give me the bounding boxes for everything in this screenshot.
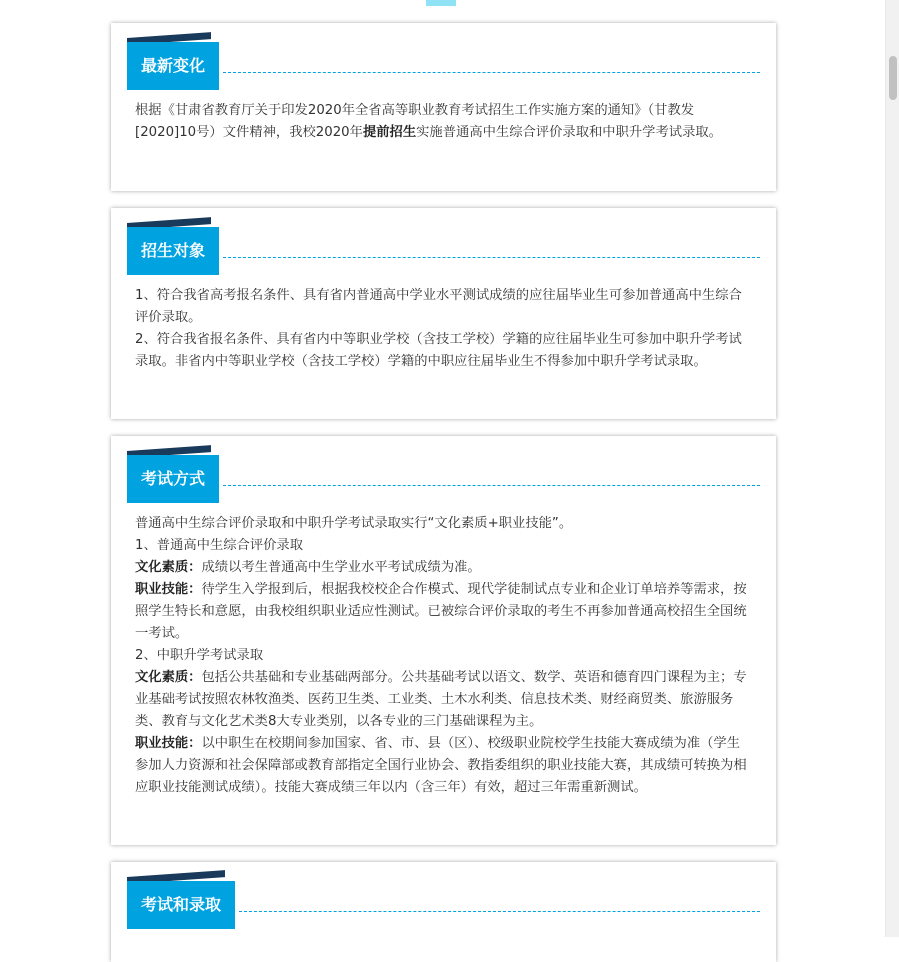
bold-label: 职业技能： (135, 736, 202, 751)
section-exam-method (111, 436, 776, 845)
top-tab-indicator (426, 0, 456, 6)
header-dashed-rule (223, 257, 760, 258)
body-paragraph: 1、符合我省高考报名条件、具有省内普通高中学业水平测试成绩的应往届毕业生可参加普通高中生综合评价录取。 (135, 288, 742, 325)
section-exam-admission (111, 862, 776, 962)
text-span: 待学生入学报到后，根据我校校企合作模式、现代学徒制试点专业和企业订单培养等需求，按照学生特长和意愿，由我校组织职业适应性测试。已被综合评价录取的考生不再参加普通高校招生全国统一考试。 (135, 582, 747, 641)
section-body (135, 285, 752, 373)
section-title: 最新变化 (127, 42, 219, 90)
body-paragraph: 2、符合我省报名条件、具有省内中等职业学校（含技工学校）学籍的应往届毕业生可参加中职升学考试录取。非省内中等职业学校（含技工学校）学籍的中职应往届毕业生不得参加中职升学考试录取。 (135, 332, 742, 369)
vertical-scrollbar[interactable] (885, 0, 899, 937)
section-body (135, 513, 752, 799)
text-span: 成绩以考生普通高中生学业水平考试成绩为准。 (201, 560, 481, 575)
text-span: 包括公共基础和专业基础两部分。公共基础考试以语文、数学、英语和德育四门课程为主；专业基础考试按照农林牧渔类、医药卫生类、工业类、土木水利类、信息技术类、财经商贸类、旅游服务类、教育与文化艺术类8大专业类别，以各专业的三门基础课程为主。 (135, 670, 747, 729)
section-latest-changes (111, 23, 776, 191)
bold-label: 文化素质： (135, 670, 202, 685)
section-header (127, 38, 760, 90)
body-paragraph (135, 557, 752, 579)
body-paragraph (135, 733, 752, 799)
text-span: 根据《甘肃省教育厅关于印发2020年全省高等职业教育考试招生工作实施方案的通知》（甘教发[2020]10号）文件精神，我校2020年 (135, 103, 695, 140)
section-header (127, 451, 760, 503)
bold-text: 提前招生 (362, 125, 417, 140)
text-span: 以中职生在校期间参加国家、省、市、县（区）、校级职业院校学生技能大赛成绩为准（学生参加人力资源和社会保障部或教育部指定全国行业协会、教指委组织的职业技能大赛，其成绩可转换为相应职业技能测试成绩）。技能大赛成绩三年以内（含三年）有效，超过三年需重新测试。 (135, 736, 747, 795)
section-enrollment-targets (111, 208, 776, 419)
header-dashed-rule (223, 72, 760, 73)
scrollbar-thumb[interactable] (889, 56, 897, 100)
body-paragraph (135, 579, 752, 645)
body-paragraph (135, 667, 752, 733)
section-title: 招生对象 (127, 227, 219, 275)
section-header (127, 877, 760, 929)
bold-label: 职业技能： (135, 582, 202, 597)
subsection-title: 1、普通高中生综合评价录取 (135, 538, 304, 553)
text-span: 实施普通高中生综合评价录取和中职升学考试录取。 (416, 125, 722, 140)
section-title: 考试方式 (127, 455, 219, 503)
section-header (127, 223, 760, 275)
section-body (135, 100, 752, 144)
body-paragraph (135, 100, 752, 144)
header-dashed-rule (239, 911, 760, 912)
subsection-title: 2、中职升学考试录取 (135, 648, 264, 663)
bold-label: 文化素质： (135, 560, 202, 575)
header-dashed-rule (223, 485, 760, 486)
section-title: 考试和录取 (127, 881, 235, 929)
intro-paragraph: 普通高中生综合评价录取和中职升学考试录取实行“文化素质+职业技能”。 (135, 516, 573, 531)
